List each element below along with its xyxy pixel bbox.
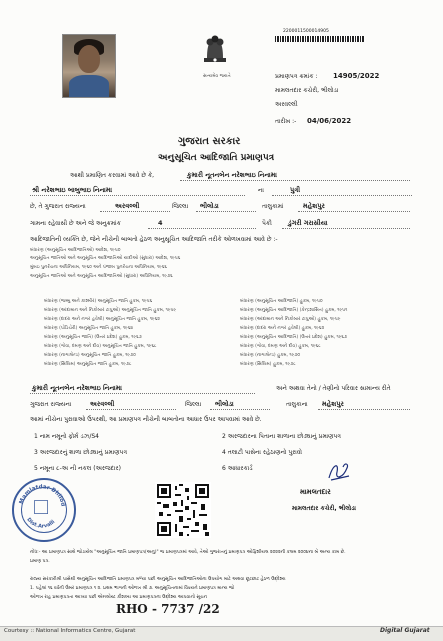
list-item: બંધારણ (સિક્કિમ) અનુસૂચિત જાતિ હુકમ, ૧૯૭૮	[44, 362, 132, 367]
village-value: મહેશપુર	[303, 202, 325, 210]
emblem-caption: સત્યમેવ જયતે	[203, 74, 231, 79]
cert-no-label: પ્રમાણપત્ર ક્રમાંક :	[275, 73, 318, 80]
list-item: બંધારણ (ગોવા, દમણ અને દીવ) હુકમ, ૧૯૬૮	[240, 344, 321, 349]
list-item: બંધારણ (દાદરા અને નગર હવેલી) હુકમ, ૧૯૬૨	[240, 326, 325, 331]
seal-bottom-text: Dist.Arvalli	[25, 516, 57, 530]
note-line: નોંધ:- આ પ્રમાણપત્ર સાથે જોડાયેલ "અનુસૂચિત જાતિ પ્રમાણપત્ર(અનુ)" જ પ્રમાણપત્રમાં આવે, તેઓ ગુજરાતનું પ્રમાણપત્ર ઓફિશીયલ ૨૦૨૨ની કલમ ૨૦૦૪ના બે અન્ય કામ છે.	[30, 550, 346, 555]
footer-courtesy: Courtesy :: National Informatics Centre, Gujarat	[4, 628, 136, 634]
issue-date: 04/06/2022	[307, 117, 352, 125]
order-line: બંધારણ (અનુસૂચિત આદિજાતિઓ) આદેશ, ૧૯૫૦	[30, 248, 121, 253]
father-name: શ્રી નરેશભાઇ બાબુભાઇ નિનામા	[32, 186, 113, 194]
note-line: રાજ્ય સરકારીશ્રી પાસેથી અનુસૂચિત આદિજાતિ પ્રમાણપત્ર મળ્યા પછી અનુસૂચિત આદિજાતિઓના ઉપયોગ માટે અથવા છૂટછાટ હેઠળ ઉદ્દેશ્ય	[30, 577, 286, 582]
residence-taluka-word: તાલુકાના	[286, 401, 308, 408]
district-word: જિલ્લા	[172, 203, 189, 210]
residence-prefix: ગુજરાત રાજ્યના	[30, 401, 72, 408]
note-line: પ્રમાણ પત્ર.	[30, 559, 50, 564]
district-value: અરવલ્લી	[115, 202, 140, 210]
list-item: બંધારણ (નાગાલેન્ડ) હુકમ, ૧૯૭૦	[240, 353, 301, 358]
order-line: મુંબઇ પુનર્રચના અધિનિયમ, ૧૯૬૦ અને પંજાબ પુનર્રચના અધિનિયમ, ૧૯૬૬	[30, 265, 167, 270]
date-label: તારીખ :-	[275, 118, 297, 125]
residence-village: મહેશપુર	[322, 400, 344, 408]
seal-top-text: Mamlatdar Bhilod	[18, 484, 66, 507]
list-item: બંધારણ (પોંડિચેરી) અનુસૂચિત જાતિ હુકમ, ૧૯૬૪	[44, 326, 134, 331]
family-tail: અને અથવા તેનો / તેણીનો પરિવાર સામાન્ય રીતે	[276, 385, 391, 392]
list-label: ગામના રહેવાસી છે અને જે અનુક્રમાંક	[30, 220, 121, 227]
qr-code	[155, 482, 211, 538]
official-seal	[12, 478, 76, 542]
residence-taluka: ભીલોડા	[215, 400, 234, 408]
note-line: 1. પહેલાં ૧૬ વર્ષની ઉંમર પ્રમાણપત્ર ૧ ૨. પ્રથમ ભાગની ઓળખ શ્રી ૩. અનુસૂચિતનામાં વિષયને પ્રમાણપત્ર માન્ય જો	[30, 586, 235, 591]
signatory-office: મામલતદાર કચેરી, ભીલોડા	[292, 505, 357, 512]
list-item: બંધારણ (ગોવા, દમણ અને દીવ) અનુસૂચિત જાતિ હુકમ, ૧૯૬૮	[44, 344, 157, 349]
tribe-paragraph: આદિજાતિની વ્યક્તિ છે, જેને નીચેની બાબતો હેઠળ અનુસૂચિત આદિજાતિ તરીકે ઓળખવામાં આવે છે :-	[30, 236, 278, 243]
residence-district: અરવલ્લી	[90, 400, 115, 408]
order-line: અનુસૂચિત જાતિઓ અને અનુસૂચિત આદિજાતિઓ યાદીઓ (સુધારા) આદેશ, ૧૯૫૬	[30, 256, 181, 261]
list-item: બંધારણ (સિક્કિમ) હુકમ, ૧૯૭૮	[240, 362, 296, 367]
document-item: 2 અરજદારના પિતાના શાળાના છોડ્યાનું પ્રમાણપત્ર	[222, 433, 341, 440]
list-number: 4	[158, 219, 163, 227]
svg-text:Mamlatdar Bhiloda	[14, 480, 66, 507]
document-item: 1 નામ નમૂનો ફોર્મ ડઝ/S4	[34, 433, 99, 440]
handwritten-reference: RHO - 7737 /22	[116, 602, 220, 616]
document-item: 4 તલાટી પાસેના રહેઠાણનો પુરાવો	[222, 449, 303, 456]
list-item: બંધારણ (અનુસૂચિત આદિજાતિ) (ઉત્તર પ્રદેશ) હુકમ, ૧૯૬૭	[240, 335, 348, 340]
tribe-name: ડુંગરી ગરાસીયા	[288, 219, 328, 227]
list-item: બંધારણ (અનુસૂચિત આદિજાતિ) હુકમ, ૧૯૫૦	[240, 299, 323, 304]
barcode-number: 2200011500014905	[283, 29, 329, 34]
document-item: 3 અરજદારનું શાળા છોડ્યાનું પ્રમાણપત્ર	[34, 449, 128, 456]
signatory-title: મામલતદાર	[300, 488, 331, 496]
list-item: બંધારણ (આંદામાન અને નિકોબાર ટાપુઓ) હુકમ, ૧૯૫૯	[240, 317, 341, 322]
relation: પુત્રી	[290, 186, 301, 194]
list-item: બંધારણ (આંદામાન અને નિકોબાર ટાપુઓ) અનુસૂચિત જાતિ હુકમ, ૧૯૫૯	[44, 308, 177, 313]
taluka-value: ભીલોડા	[200, 202, 219, 210]
relation-label: ના	[258, 187, 264, 194]
signature-image	[325, 458, 353, 484]
intro-text: આથી પ્રમાણિત કરવામાં આવે છે કે,	[70, 172, 155, 179]
list-item: બંધારણ (દાદરા અને નગર હવેલી) અનુસૂચિત જાતિ હુકમ, ૧૯૬૨	[44, 317, 160, 322]
issuing-office: મામલતદાર કચેરી, ભીલોડા	[275, 87, 339, 94]
issuing-district: અરવલ્લી	[275, 101, 298, 108]
document-item: 5 નમૂના ૮-અ ની નકલ (અરજદાર)	[34, 465, 121, 472]
order-line: અનુસૂચિત જાતિઓ અને અનુસૂચિત આદિજાતિઓ (સુધારા) અધિનિયમ, ૧૯૭૬	[30, 274, 173, 279]
digital-gujarat-logo: Digital Gujarat	[380, 627, 430, 634]
list-item: બંધારણ (અનુસૂચિત જાતિ) (ઉત્તર પ્રદેશ) હુકમ, ૧૯૬૭	[44, 335, 142, 340]
state-text: છે, તે ગુજરાત રાજ્યના	[30, 203, 86, 210]
list-item: બંધારણ (નાગાલેન્ડ) અનુસૂચિત જાતિ હુકમ, ૧૯૭૦	[44, 353, 136, 358]
list-item: બંધારણ (અનુસૂચિત આદિજાતિ) (કેન્દ્રશાસિત) હુકમ, ૧૯૫૧	[240, 308, 348, 313]
certificate-title: અનુસૂચિત આદિજાતિ પ્રમાણપત્ર	[158, 153, 275, 163]
list-item: બંધારણ (જમ્મુ અને કાશ્મીર) અનુસૂચિત જાતિ હુકમ, ૧૯૫૬	[44, 299, 153, 304]
applicant-photo	[62, 34, 116, 98]
barcode	[275, 36, 365, 42]
document-item: 6 આધારકાર્ડ	[222, 465, 253, 472]
govt-title: ગુજરાત સરકાર	[178, 136, 241, 147]
documents-intro: આમાં નીચેના પુરાવાઓ ઉપરથી, આ પ્રમાણપત્ર નીચેની બાબતોના આધાર ઉપર આપવામાં આવે છે.	[30, 416, 262, 423]
paiki-word: પૈકી	[262, 220, 272, 227]
svg-text:Dist.Arvalli	[25, 517, 56, 530]
family-name: કુમારી નૂતનબેન નરેશભાઇ નિનામા	[32, 384, 122, 392]
taluka-word: તાલુકામાં	[262, 203, 284, 210]
residence-district-word: જિલ્લા	[185, 401, 202, 408]
cert-no: 14905/2022	[333, 72, 380, 80]
national-emblem-icon	[198, 28, 232, 72]
applicant-name: કુમારી નૂતનબેન નરેશભાઇ નિનામા	[187, 171, 277, 179]
note-line: ઓળખ રાહ પ્રમાણપત્રતા આપ્યા પછી એમ્પ્લોય્ટ કૌશલ્ય આ પ્રમાણપત્રના ઉદ્દેશ્ય આપવાનો સૂચન	[30, 595, 207, 600]
